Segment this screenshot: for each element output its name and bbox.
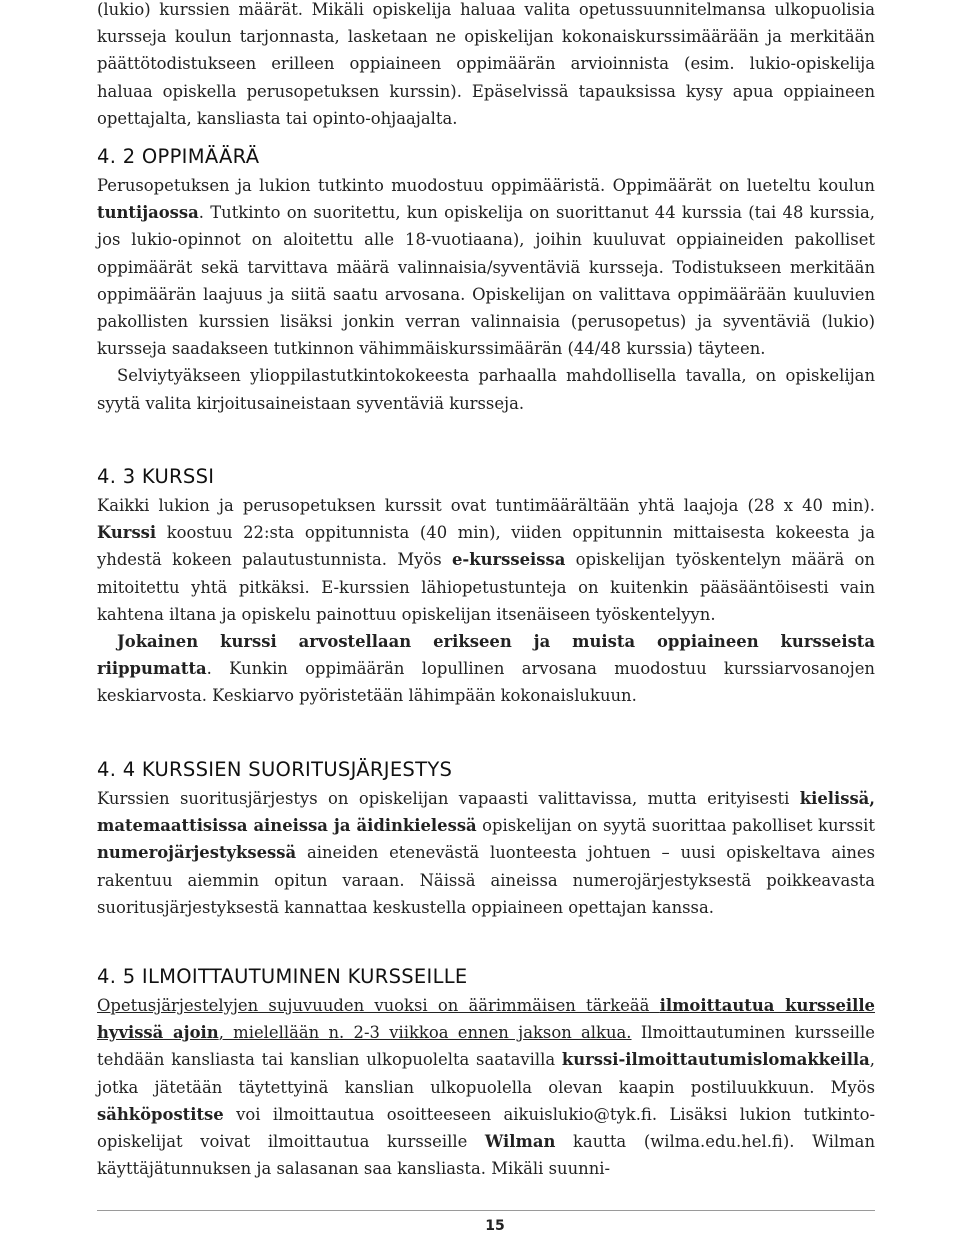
suoritusjarjestys-paragraph [97, 785, 875, 921]
section-heading-kurssi: 4. 3 KURSSI [97, 465, 215, 488]
kurssi-paragraph [97, 492, 875, 628]
section-4-4 [97, 755, 875, 921]
text-run: Kurssien suoritusjärjestys on opiskelijan vapaasti valittavissa, mutta erityisesti [97, 789, 800, 808]
bold-term-kurssi: Kurssi [97, 523, 157, 543]
intro-paragraph [97, 0, 875, 132]
kurssi-paragraph-2 [97, 628, 875, 710]
footer-divider [97, 1210, 875, 1211]
bold-statement: Jokainen kurssi arvostellaan erikseen ja muista oppiaineen kursseista riippumatta [97, 632, 875, 679]
section-4-3 [97, 462, 875, 710]
text-run: . Kunkin oppimäärän lopullinen arvosana muodostuu kurssiarvosanojen keskiarvosta. Keskiarvo pyöristetään lähimpään kokonaislukuun. [97, 659, 875, 706]
text-run: (lukio) kurssien määrät. Mikäli opiskelija haluaa valita opetussuunnitelmansa ulkopuolisia kursseja koulun tarjonnasta, lasketaan ne opiskelijan kokonaiskurssimäärään ja merkitään päättötodistukseen erilleen oppiaineen oppimäärän arvioinnista (esim. lukio-opiskelija haluaa opiskella perusopetuksen kurssin). Epäselvissä tapauksissa kysy apua oppiaineen opettajalta, kansliasta tai opinto-ohjaajalta. [97, 0, 875, 128]
section-heading-suoritusjarjestys: 4. 4 KURSSIEN SUORITUSJÄRJESTYS [97, 758, 453, 781]
section-heading-ilmoittautuminen: 4. 5 ILMOITTAUTUMINEN KURSSEILLE [97, 965, 468, 988]
text-run: opiskelijan on syytä suorittaa pakolliset kurssit [476, 816, 875, 836]
text-run: Perusopetuksen ja lukion tutkinto muodostuu oppimääristä. Oppimäärät on lueteltu koulun [97, 176, 875, 195]
text-run: voi ilmoittautua osoitteeseen aikuislukio@tyk.fi. Lisäksi lukion tutkinto-opiskelijat voivat ilmoittautua kursseille [97, 1104, 875, 1152]
bold-term-wilman: Wilman [484, 1132, 556, 1152]
bold-term-numerojarjestyksessa: numerojärjestyksessä [97, 843, 297, 863]
ilmoittautuminen-paragraph [97, 992, 875, 1182]
text-run: opiskelijan työskentelyn määrä on mitoitettu yhtä pitkäksi. E-kurssien lähiopetustunteja on kuitenkin pääsääntöisesti vain kahtena iltana ja opiskelu painottuu opiskelijan itsenäiseen työskentelyyn. [97, 550, 875, 624]
section-4-2 [97, 142, 875, 417]
text-run: koostuu 22:sta oppitunnista (40 min), viiden oppitunnin mittaisesta kokeesta ja yhdestä kokeen palautustunnista. Myös [97, 523, 875, 570]
text-run: Kaikki lukion ja perusopetuksen kurssit ovat tuntimäärältään yhtä laajoja (28 x 40 min). [97, 496, 875, 515]
section-heading-oppimaara: 4. 2 OPPIMÄÄRÄ [97, 145, 260, 168]
underlined-text: Opetusjärjestelyjen sujuvuuden vuoksi on äärimmäisen tärkeää [97, 996, 660, 1015]
bold-term-sahkopostitse: sähköpostitse [97, 1104, 224, 1124]
oppimaara-paragraph-2 [97, 362, 875, 416]
bold-term-e-kursseissa: e-kursseissa [452, 550, 566, 570]
intro-section [97, 0, 875, 132]
text-run: Selviytyäkseen ylioppilastutkintokokeesta parhaalla mahdollisella tavalla, on opiskelijan syytä valita kirjoitusaineistaan syventäviä kursseja. [97, 366, 875, 413]
text-run: kautta (wilma.edu.hel.fi). Wilman käyttäjätunnuksen ja salasanan saa kansliasta. Mikäli suunni- [97, 1132, 875, 1179]
section-4-5 [97, 962, 875, 1182]
text-run: Ilmoittautuminen kursseille tehdään kansliasta tai kanslian ulkopuolelta saatavilla [97, 1023, 875, 1070]
bold-term-tuntijaossa: tuntijaossa [97, 203, 199, 223]
bold-term-lomakkeilla: kurssi-ilmoittautumislomakkeilla [561, 1050, 870, 1070]
oppimaara-paragraph [97, 172, 875, 362]
text-run: , jotka jätetään täytettyinä kanslian ulkopuolella olevan kaapin postiluukkuun. Myös [97, 1050, 875, 1097]
underlined-text: , mielellään n. 2-3 viikkoa ennen jakson alkua. [218, 1023, 632, 1043]
page-number: 15 [485, 1218, 505, 1234]
text-run: . Tutkinto on suoritettu, kun opiskelija on suorittanut 44 kurssia (tai 48 kurssia, jos lukio-opinnot on aloitettu alle 18-vuotiaana), joihin kuuluvat oppiaineiden pakolliset oppimäärät sekä tarvittava määrä valinnaisia/syventäviä kursseja. Todistukseen merkitään oppimäärän laajuus ja siitä saatu arvosana. Opiskelijan on valittava oppimäärään kuuluvien pakollisten kurssien lisäksi jonkin verran valinnaisia (perusopetus) ja syventäviä (lukio) kursseja saadakseen tutkinnon vähimmäiskurssimäärän (44/48 kurssia) täyteen. [97, 203, 875, 359]
bold-term-aineet: kielissä, matemaattisissa aineissa ja äidinkielessä [97, 789, 875, 836]
text-run: aineiden etenevästä luonteesta johtuen – uusi opiskeltava aines rakentuu aiemmin opitun varaan. Näissä aineissa numerojärjestyksestä poikkeavasta suoritusjärjestyksestä kannattaa keskustella oppiaineen opettajan kanssa. [97, 843, 875, 917]
underlined-bold-text: ilmoittautua kursseille hyvissä ajoin [97, 996, 875, 1043]
